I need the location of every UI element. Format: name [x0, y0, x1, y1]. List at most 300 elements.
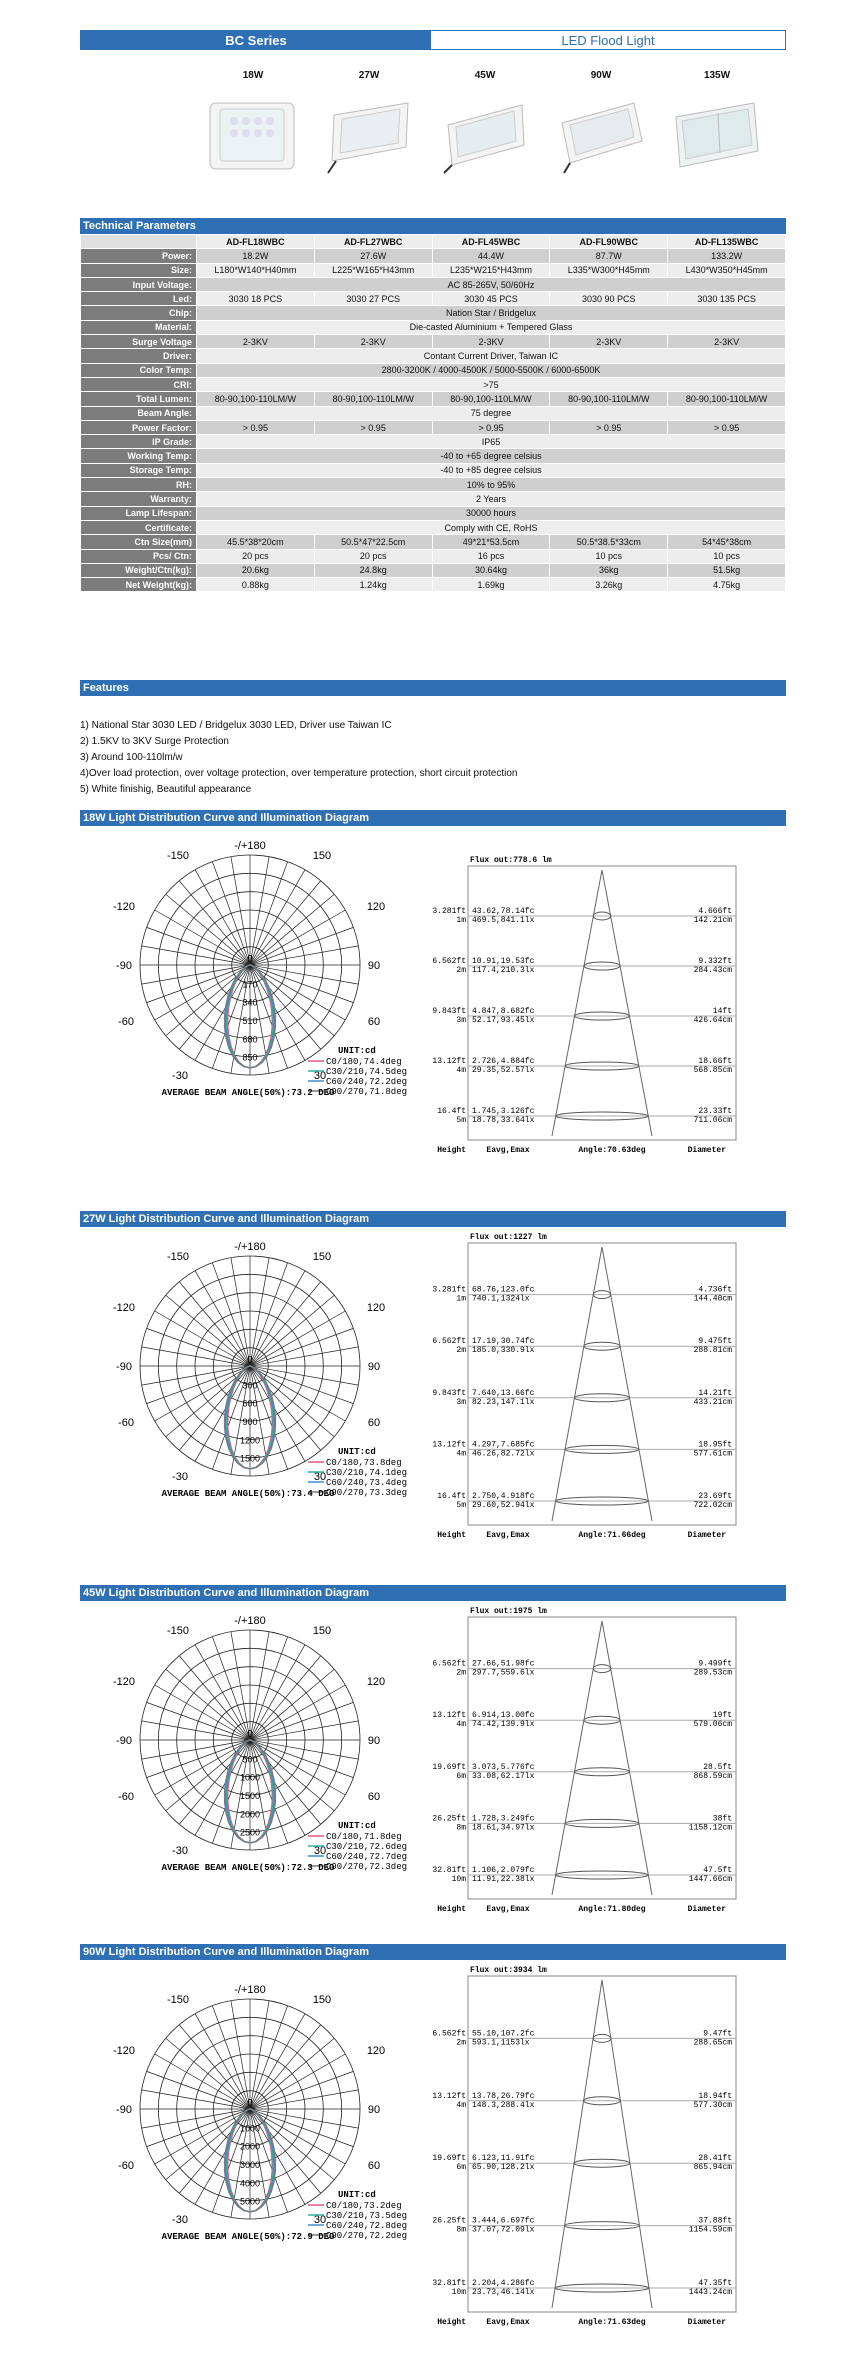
diameter-cm: 711.06cm — [693, 1116, 732, 1125]
spec-value: 27.6W — [314, 249, 432, 263]
illuminance-lx: 65.90,128.2lx — [472, 2163, 535, 2173]
spec-table — [80, 234, 786, 592]
height-ft: 13.12ft — [432, 2091, 466, 2101]
polar-label: -90 — [116, 1735, 132, 1747]
height-ft: 13.12ft — [432, 1440, 466, 1450]
legend-entry: C30/210,72.6deg — [326, 1842, 408, 1852]
feature-item: 1) National Star 3030 LED / Bridgelux 3030 LED, Driver use Taiwan IC — [80, 720, 392, 731]
spec-row — [81, 420, 786, 434]
beam-angle-label: Angle:70.63deg — [578, 1146, 646, 1155]
beam-angle: AVERAGE BEAM ANGLE(50%):72.3 DEG — [161, 1863, 335, 1873]
height-label: Height — [437, 1531, 466, 1540]
polar-label: 60 — [367, 2160, 381, 2172]
height-ft: 6.562ft — [432, 1659, 466, 1669]
spec-value: 2-3KV — [668, 335, 786, 349]
diameter-ft: 9.47ft — [703, 2029, 732, 2039]
spec-value: 3.26kg — [550, 578, 668, 592]
illuminance-lx: 37.07,72.09lx — [472, 2225, 535, 2235]
model-label: 45W — [474, 70, 496, 81]
spec-row — [81, 563, 786, 577]
spec-value: > 0.95 — [432, 420, 550, 434]
diameter-ft: 9.332ft — [698, 957, 732, 966]
polar-label: 0 — [247, 954, 253, 965]
polar-tick-label: 4000 — [239, 2178, 261, 2189]
height-ft: 9.843ft — [432, 1388, 466, 1398]
spec-value: -40 to +65 degree celsius — [197, 449, 786, 463]
spec-key: Certificate: — [81, 520, 197, 534]
spec-value: 87.7W — [550, 249, 668, 263]
polar-tick-label: 1500 — [239, 1453, 261, 1464]
model-label: 90W — [590, 70, 612, 81]
spec-value: 3030 18 PCS — [197, 292, 315, 306]
spec-key: Color Temp: — [81, 363, 197, 377]
lamp-27w-image — [322, 95, 414, 175]
spec-value: > 0.95 — [314, 420, 432, 434]
spec-value: 80-90,100-110LM/W — [314, 392, 432, 406]
polar-tick-label: 900 — [242, 1417, 258, 1427]
polar-label: 150 — [312, 1625, 332, 1637]
diameter-ft: 38ft — [712, 1814, 732, 1824]
spec-value: 2800-3200K / 4000-4500K / 5000-5500K / 6000-6500K — [197, 363, 786, 377]
diameter-cm: 144.40cm — [693, 1294, 732, 1304]
spec-value: L430*W350*H45mm — [668, 263, 786, 277]
polar-label: -/+180 — [234, 1984, 266, 1996]
polar-label: -/+180 — [234, 840, 266, 852]
legend-entry: C90/270,73.3deg — [326, 1488, 408, 1498]
diameter-label: Diameter — [687, 1146, 726, 1155]
illuminance-fc: 3.444,6.697fc — [472, 2216, 535, 2226]
illuminance-lx: 11.91,22.38lx — [472, 1875, 535, 1884]
height-ft: 3.281ft — [432, 907, 466, 916]
spec-key: Power: — [81, 249, 197, 263]
polar-label: 30 — [313, 1845, 327, 1857]
diameter-ft: 28.41ft — [698, 2154, 732, 2164]
height-label: Height — [437, 1905, 466, 1914]
polar-label: -60 — [118, 1417, 134, 1429]
spec-key: Driver: — [81, 349, 197, 363]
height-ft: 6.562ft — [432, 957, 466, 966]
diameter-label: Diameter — [687, 1531, 726, 1540]
tech-params-title: Technical Parameters — [80, 218, 786, 234]
spec-row — [81, 363, 786, 377]
diameter-ft: 23.33ft — [698, 1107, 732, 1116]
spec-key: IP Grade: — [81, 435, 197, 449]
illumination-diagram — [432, 852, 758, 1162]
polar-label: 30 — [313, 1070, 327, 1082]
spec-value: 3030 90 PCS — [550, 292, 668, 306]
legend-entry: C90/270,72.2deg — [326, 2231, 408, 2241]
spec-row — [81, 478, 786, 492]
spec-key: CRI: — [81, 377, 197, 391]
polar-tick-label: 300 — [242, 1380, 258, 1391]
polar-label: 60 — [367, 1016, 381, 1028]
spec-row — [81, 435, 786, 449]
spec-value: 49*21*53.5cm — [432, 535, 550, 549]
illuminance-fc: 6.914,13.00fc — [472, 1711, 535, 1721]
polar-label: -90 — [116, 2104, 132, 2116]
spec-row — [81, 549, 786, 563]
spec-value: 133.2W — [668, 249, 786, 263]
illuminance-fc: 55.10,107.2fc — [472, 2029, 535, 2039]
height-ft: 19.69ft — [432, 1762, 466, 1772]
spec-row — [81, 406, 786, 420]
height-m: 4m — [456, 2100, 466, 2110]
height-m: 8m — [456, 2225, 466, 2235]
diameter-cm: 426.64cm — [693, 1016, 732, 1025]
illuminance-lx: 29.60,52.94lx — [472, 1501, 535, 1510]
polar-label: 150 — [312, 850, 332, 862]
polar-label: 90 — [367, 2104, 381, 2116]
diameter-cm: 1154.59cm — [688, 2225, 732, 2235]
spec-key: Pcs/ Ctn: — [81, 549, 197, 563]
polar-label: -150 — [166, 1625, 190, 1637]
spec-key: Storage Temp: — [81, 463, 197, 477]
legend-entry: C90/270,72.3deg — [326, 1862, 408, 1872]
illuminance-lx: 117.4,210.3lx — [472, 966, 535, 975]
polar-tick-label: 5000 — [239, 2196, 261, 2207]
illuminance-fc: 10.91,19.53fc — [472, 957, 535, 966]
height-ft: 3.281ft — [432, 1285, 466, 1295]
height-m: 8m — [456, 1823, 466, 1833]
spec-value: 54*45*38cm — [668, 535, 786, 549]
beam-angle-label: Angle:71.66deg — [578, 1531, 646, 1540]
diameter-ft: 18.94ft — [698, 2091, 732, 2101]
polar-label: -/+180 — [234, 1241, 266, 1253]
polar-label: -30 — [172, 2214, 188, 2226]
height-ft: 26.25ft — [432, 2216, 466, 2226]
spec-column-header: AD-FL135WBC — [668, 235, 786, 249]
legend-entry: C60/240,73.4deg — [326, 1478, 408, 1488]
illuminance-lx: 469.5,841.1lx — [472, 916, 535, 925]
legend-entry: C0/180,73.8deg — [326, 1458, 402, 1468]
beam-angle-label: Angle:71.80deg — [578, 1905, 646, 1914]
spec-column-header: AD-FL45WBC — [432, 235, 550, 249]
eavg-label: Eavg,Emax — [486, 1146, 530, 1155]
illuminance-lx: 33.08,62.17lx — [472, 1771, 535, 1781]
height-m: 4m — [456, 1720, 466, 1730]
spec-row — [81, 506, 786, 520]
illuminance-lx: 52.17,93.45lx — [472, 1016, 535, 1025]
spec-key: Power Factor: — [81, 420, 197, 434]
spec-value: 50.5*38.5*33cm — [550, 535, 668, 549]
polar-tick-label: 2000 — [239, 2141, 261, 2152]
spec-key: Ctn Size(mm) — [81, 535, 197, 549]
polar-tick-label: 1000 — [239, 1772, 261, 1783]
diameter-ft: 4.666ft — [698, 907, 732, 916]
diagram-title: 18W Light Distribution Curve and Illumination Diagram — [80, 810, 786, 826]
feature-item: 4)Over load protection, over voltage protection, over temperature protection, short circuit protection — [80, 768, 518, 779]
spec-value: 80-90,100-110LM/W — [197, 392, 315, 406]
spec-value: 30000 hours — [197, 506, 786, 520]
polar-tick-label: 600 — [242, 1398, 258, 1409]
eavg-label: Eavg,Emax — [486, 2318, 530, 2327]
illuminance-fc: 13.78,26.79fc — [472, 2091, 535, 2101]
diameter-cm: 1158.12cm — [688, 1823, 732, 1833]
diagram-title: 27W Light Distribution Curve and Illumination Diagram — [80, 1211, 786, 1227]
polar-label: -90 — [116, 1361, 132, 1373]
illuminance-fc: 4.297,7.685fc — [472, 1440, 535, 1450]
illuminance-lx: 740.1,1324lx — [472, 1294, 530, 1304]
diagram-title: 45W Light Distribution Curve and Illumination Diagram — [80, 1585, 786, 1601]
polar-label: UNIT:cd — [338, 1046, 376, 1056]
lamp-135w-image — [670, 95, 762, 175]
polar-tick-label: 3000 — [239, 2160, 261, 2170]
spec-value: Die-casted Aluminium + Tempered Glass — [197, 320, 786, 334]
polar-tick-label: 1500 — [239, 1791, 261, 1801]
polar-tick-label: 510 — [242, 1016, 258, 1026]
illuminance-fc: 4.847,8.682fc — [472, 1007, 535, 1016]
spec-value: 20 pcs — [197, 549, 315, 563]
diameter-label: Diameter — [687, 1905, 726, 1914]
eavg-label: Eavg,Emax — [486, 1905, 530, 1914]
spec-key: Surge Voltage — [81, 335, 197, 349]
illuminance-fc: 1.728,3.249fc — [472, 1814, 535, 1824]
features-title: Features — [80, 680, 786, 696]
flux-out: Flux out:1975 lm — [470, 1607, 547, 1616]
polar-chart — [110, 1962, 430, 2262]
legend-entry: C30/210,73.5deg — [326, 2211, 408, 2221]
illuminance-lx: 18.61,34.97lx — [472, 1823, 535, 1833]
polar-label: -30 — [172, 1471, 188, 1483]
spec-value: 18.2W — [197, 249, 315, 263]
polar-label: 120 — [366, 1676, 386, 1688]
polar-tick-label: 500 — [242, 1754, 258, 1765]
spec-value: 10 pcs — [668, 549, 786, 563]
height-m: 10m — [451, 2288, 466, 2297]
illuminance-lx: 185.0,330.9lx — [472, 1346, 535, 1356]
polar-label: UNIT:cd — [338, 1821, 376, 1831]
product-name: LED Flood Light — [561, 32, 655, 48]
height-ft: 19.69ft — [432, 2154, 466, 2164]
illuminance-fc: 6.123,11.91fc — [472, 2154, 535, 2164]
flux-out: Flux out:1227 lm — [470, 1233, 547, 1242]
illumination-diagram — [432, 1603, 758, 1921]
polar-label: 60 — [367, 1791, 381, 1803]
diameter-cm: 142.21cm — [693, 916, 732, 925]
spec-value: > 0.95 — [668, 420, 786, 434]
spec-value: 1.24kg — [314, 578, 432, 592]
spec-key: Working Temp: — [81, 449, 197, 463]
illuminance-fc: 1.745,3.126fc — [472, 1107, 535, 1116]
height-ft: 13.12ft — [432, 1711, 466, 1721]
legend-entry: C90/270,71.8deg — [326, 1087, 408, 1097]
spec-value: 10 pcs — [550, 549, 668, 563]
spec-value: >75 — [197, 377, 786, 391]
height-ft: 16.4ft — [437, 1107, 466, 1116]
spec-value: 3030 135 PCS — [668, 292, 786, 306]
height-label: Height — [437, 1146, 466, 1155]
height-m: 1m — [456, 1294, 466, 1304]
height-ft: 6.562ft — [432, 1337, 466, 1347]
spec-value: 2-3KV — [550, 335, 668, 349]
diameter-ft: 47.5ft — [703, 1866, 732, 1875]
polar-label: -120 — [112, 1676, 136, 1688]
polar-label: 90 — [367, 1361, 381, 1373]
diameter-cm: 288.81cm — [693, 1346, 732, 1356]
illuminance-lx: 593.1,1153lx — [472, 2038, 530, 2048]
spec-value: 2-3KV — [314, 335, 432, 349]
diameter-ft: 4.736ft — [698, 1285, 732, 1295]
diameter-ft: 9.475ft — [698, 1337, 732, 1347]
spec-row — [81, 377, 786, 391]
spec-value: L335*W300*H45mm — [550, 263, 668, 277]
spec-value: 3030 45 PCS — [432, 292, 550, 306]
features-list — [80, 718, 517, 798]
spec-value: 50.5*47*22.5cm — [314, 535, 432, 549]
polar-label: 30 — [313, 1471, 327, 1483]
polar-label: -120 — [112, 901, 136, 913]
polar-label: 90 — [367, 960, 381, 972]
polar-label: -60 — [118, 1791, 134, 1803]
diameter-cm: 1447.66cm — [688, 1875, 732, 1884]
diameter-ft: 14.21ft — [698, 1388, 732, 1398]
illuminance-lx: 23.73,46.14lx — [472, 2288, 535, 2297]
feature-item: 5) White finishig, Beautiful appearance — [80, 784, 252, 795]
spec-row — [81, 578, 786, 592]
legend-entry: C0/180,73.2deg — [326, 2201, 402, 2211]
polar-label: -60 — [118, 2160, 134, 2172]
spec-row — [81, 249, 786, 263]
spec-value: 3030 27 PCS — [314, 292, 432, 306]
polar-label: 150 — [312, 1251, 332, 1263]
polar-label: -30 — [172, 1070, 188, 1082]
spec-row — [81, 306, 786, 320]
spec-row — [81, 277, 786, 291]
illumination-diagram — [432, 1962, 758, 2334]
polar-tick-label: 1000 — [239, 2123, 261, 2134]
legend-entry: C0/180,74.4deg — [326, 1057, 402, 1067]
flux-out: Flux out:778.6 lm — [470, 856, 552, 865]
spec-value: Comply with CE, RoHS — [197, 520, 786, 534]
illuminance-lx: 148.3,288.4lx — [472, 2100, 535, 2110]
height-m: 10m — [451, 1875, 466, 1884]
beam-angle-label: Angle:71.63deg — [578, 2318, 646, 2327]
spec-value: > 0.95 — [197, 420, 315, 434]
polar-tick-label: 170 — [242, 979, 258, 990]
height-m: 4m — [456, 1066, 466, 1075]
height-m: 6m — [456, 1771, 466, 1781]
diameter-ft: 14ft — [712, 1007, 732, 1016]
spec-value: 45.5*38*20cm — [197, 535, 315, 549]
feature-item: 2) 1.5KV to 3KV Surge Protection — [80, 736, 229, 747]
spec-key: Lamp Lifespan: — [81, 506, 197, 520]
height-m: 2m — [456, 1668, 466, 1678]
spec-value: 30.64kg — [432, 563, 550, 577]
height-ft: 26.25ft — [432, 1814, 466, 1824]
illuminance-fc: 2.204,4.286fc — [472, 2279, 535, 2288]
polar-label: -90 — [116, 960, 132, 972]
height-m: 1m — [456, 916, 466, 925]
spec-value: 2-3KV — [432, 335, 550, 349]
spec-value: 51.5kg — [668, 563, 786, 577]
diameter-ft: 23.69ft — [698, 1492, 732, 1501]
spec-value: IP65 — [197, 435, 786, 449]
height-ft: 9.843ft — [432, 1007, 466, 1016]
polar-chart — [110, 1603, 430, 1903]
polar-tick-label: 2500 — [239, 1827, 261, 1838]
spec-key: Warranty: — [81, 492, 197, 506]
illuminance-fc: 2.750,4.918fc — [472, 1492, 535, 1501]
height-m: 6m — [456, 2163, 466, 2173]
spec-value: 44.4W — [432, 249, 550, 263]
model-label: 18W — [242, 70, 264, 81]
diameter-cm: 577.61cm — [693, 1449, 732, 1459]
legend-entry: C60/240,72.2deg — [326, 1077, 408, 1087]
spec-key: Led: — [81, 292, 197, 306]
diameter-cm: 568.85cm — [693, 1066, 732, 1075]
spec-value: 2-3KV — [197, 335, 315, 349]
polar-label: -120 — [112, 2045, 136, 2057]
spec-value: 0.88kg — [197, 578, 315, 592]
illumination-diagram — [432, 1229, 758, 1547]
spec-value: 16 pcs — [432, 549, 550, 563]
illuminance-fc: 3.073,5.776fc — [472, 1762, 535, 1772]
polar-chart — [110, 828, 430, 1128]
diameter-ft: 18.66ft — [698, 1057, 732, 1066]
polar-label: 120 — [366, 1302, 386, 1314]
diagram-title: 90W Light Distribution Curve and Illumination Diagram — [80, 1944, 786, 1960]
polar-chart — [110, 1229, 430, 1529]
legend-entry: C30/210,74.5deg — [326, 1067, 408, 1077]
polar-label: 30 — [313, 2214, 327, 2226]
illuminance-lx: 29.35,52.57lx — [472, 1066, 535, 1075]
diameter-ft: 18.95ft — [698, 1440, 732, 1450]
height-m: 4m — [456, 1449, 466, 1459]
illuminance-fc: 17.19,30.74fc — [472, 1337, 535, 1347]
polar-label: 120 — [366, 901, 386, 913]
polar-label: -/+180 — [234, 1615, 266, 1627]
illuminance-fc: 1.106,2.079fc — [472, 1866, 535, 1875]
legend-entry: C0/180,71.8deg — [326, 1832, 402, 1842]
polar-label: -150 — [166, 1251, 190, 1263]
spec-value: 75 degree — [197, 406, 786, 420]
diameter-cm: 284.43cm — [693, 966, 732, 975]
spec-column-header: AD-FL27WBC — [314, 235, 432, 249]
legend-entry: C60/240,72.8deg — [326, 2221, 408, 2231]
spec-value: Nation Star / Bridgelux — [197, 306, 786, 320]
polar-label: 90 — [367, 1735, 381, 1747]
illuminance-lx: 18.78,33.64lx — [472, 1116, 535, 1125]
spec-value: L225*W165*H43mm — [314, 263, 432, 277]
diameter-cm: 577.30cm — [693, 2100, 732, 2110]
polar-label: -150 — [166, 1994, 190, 2006]
model-label: 135W — [703, 70, 731, 81]
spec-value: 2 Years — [197, 492, 786, 506]
illuminance-lx: 74.42,139.9lx — [472, 1720, 535, 1730]
diameter-ft: 9.499ft — [698, 1659, 732, 1669]
diameter-cm: 868.59cm — [693, 1771, 732, 1781]
beam-angle: AVERAGE BEAM ANGLE(50%):73.4 DEG — [161, 1489, 335, 1499]
height-ft: 32.81ft — [432, 2279, 466, 2288]
diameter-ft: 47.35ft — [698, 2279, 732, 2288]
spec-value: 36kg — [550, 563, 668, 577]
illuminance-fc: 43.62,78.14fc — [472, 907, 535, 916]
polar-tick-label: 850 — [242, 1052, 258, 1063]
spec-key: Total Lumen: — [81, 392, 197, 406]
height-m: 2m — [456, 966, 466, 975]
illuminance-fc: 7.640,13.66fc — [472, 1388, 535, 1398]
spec-value: 20.6kg — [197, 563, 315, 577]
spec-key: Net Weight(kg): — [81, 578, 197, 592]
spec-key: Chip: — [81, 306, 197, 320]
spec-row — [81, 263, 786, 277]
diameter-label: Diameter — [687, 2318, 726, 2327]
polar-label: -150 — [166, 850, 190, 862]
diameter-cm: 433.21cm — [693, 1397, 732, 1407]
spec-value: 80-90,100-110LM/W — [668, 392, 786, 406]
series-header — [80, 30, 786, 50]
spec-row — [81, 335, 786, 349]
